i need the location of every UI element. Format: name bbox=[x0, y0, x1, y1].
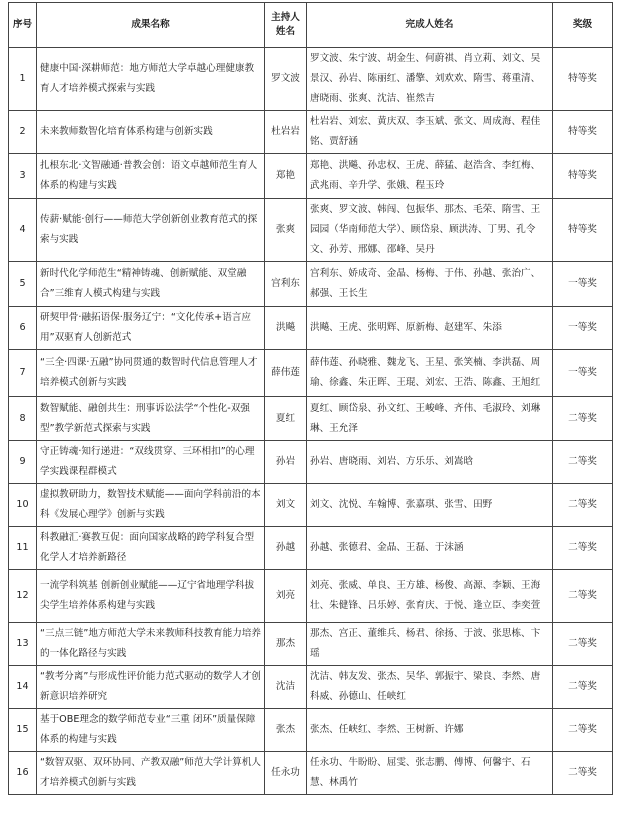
row-host bbox=[265, 666, 307, 709]
row-host-text: 刘文 bbox=[275, 499, 296, 510]
row-host bbox=[265, 709, 307, 752]
table-header-row bbox=[9, 3, 613, 48]
row-members bbox=[307, 307, 553, 350]
row-members bbox=[307, 154, 553, 199]
row-achievement-name-text: 新时代化学师范生“精神铸魂、创新赋能、双堂融合”三维育人模式构建与实践 bbox=[40, 268, 247, 299]
row-host bbox=[265, 199, 307, 262]
table-row bbox=[9, 397, 613, 441]
row-award-text: 二等奖 bbox=[568, 681, 597, 692]
row-index bbox=[9, 527, 37, 570]
row-index-text: 15 bbox=[16, 724, 29, 735]
row-members-text: 刘亮、张威、单良、王方雄、杨俊、高源、李颖、王海壮、朱健锋、吕乐婷、张育庆、于悦、逢立臣、李奕萱 bbox=[310, 580, 541, 611]
row-award bbox=[553, 441, 613, 484]
row-members bbox=[307, 709, 553, 752]
row-index-text: 16 bbox=[16, 767, 29, 778]
row-award bbox=[553, 48, 613, 111]
row-members bbox=[307, 570, 553, 623]
row-host-text: 刘亮 bbox=[275, 590, 296, 601]
row-achievement-name bbox=[37, 350, 265, 397]
row-award-text: 二等奖 bbox=[568, 590, 597, 601]
row-members-text: 宫利东、娇成奇、金晶、杨梅、于伟、孙越、张治广、郝强、王长生 bbox=[310, 268, 541, 299]
row-members-text: 张杰、任峡红、李然、王树新、许娜 bbox=[310, 724, 464, 735]
row-award-text: 二等奖 bbox=[568, 412, 597, 424]
table-row bbox=[9, 441, 613, 484]
row-members bbox=[307, 199, 553, 262]
row-award-text: 一等奖 bbox=[568, 278, 597, 289]
row-host bbox=[265, 111, 307, 154]
row-index-text: 14 bbox=[16, 681, 29, 692]
row-host bbox=[265, 752, 307, 795]
row-host-text: 那杰 bbox=[275, 638, 296, 649]
row-members-text: 孙越、张德君、金晶、王磊、于沫涵 bbox=[310, 542, 464, 553]
row-achievement-name-text: 研契甲骨·融拓语保·服务辽宁：“文化传承+语言应用”双驱育人创新范式 bbox=[40, 312, 251, 343]
row-members bbox=[307, 262, 553, 307]
row-award bbox=[553, 397, 613, 441]
row-host bbox=[265, 570, 307, 623]
row-achievement-name-text: 基于OBE理念的数学师范专业“三重 闭环”质量保障体系的构建与实践 bbox=[40, 714, 256, 745]
row-index-text: 6 bbox=[19, 322, 26, 333]
row-members-text: 孙岩、唐晓雨、刘岩、方乐乐、刘嵩晗 bbox=[310, 456, 474, 467]
row-achievement-name bbox=[37, 199, 265, 262]
table-row bbox=[9, 350, 613, 397]
row-index bbox=[9, 397, 37, 441]
table-body bbox=[9, 48, 613, 795]
table-row bbox=[9, 48, 613, 111]
row-achievement-name-text: 传薪·赋能·创行——师范大学创新创业教育范式的探索与实践 bbox=[40, 214, 258, 245]
row-index-text: 3 bbox=[19, 170, 26, 181]
row-members bbox=[307, 666, 553, 709]
row-award-text: 一等奖 bbox=[568, 367, 597, 378]
row-index-text: 1 bbox=[19, 73, 26, 84]
row-achievement-name-text: 未来教师数智化培育体系构建与创新实践 bbox=[40, 126, 213, 137]
row-members bbox=[307, 527, 553, 570]
row-index bbox=[9, 484, 37, 527]
row-members-text: 沈洁、韩友发、张杰、吴华、郭振宇、梁良、李然、唐科威、孙德山、任峡红 bbox=[310, 671, 541, 702]
row-index bbox=[9, 441, 37, 484]
row-achievement-name bbox=[37, 111, 265, 154]
row-members bbox=[307, 48, 553, 111]
row-host-text: 宫利东 bbox=[271, 278, 300, 289]
row-award-text: 特等奖 bbox=[568, 170, 597, 181]
row-host-text: 张杰 bbox=[275, 724, 296, 735]
row-achievement-name bbox=[37, 154, 265, 199]
row-award bbox=[553, 350, 613, 397]
table-row bbox=[9, 307, 613, 350]
row-index bbox=[9, 666, 37, 709]
row-members bbox=[307, 484, 553, 527]
row-achievement-name-text: 数智赋能、融创共生：刑事诉讼法学“个性化-双强型”教学新范式探索与实践 bbox=[40, 402, 250, 434]
row-members bbox=[307, 752, 553, 795]
row-host bbox=[265, 397, 307, 441]
row-index-text: 2 bbox=[19, 126, 26, 137]
row-index-text: 5 bbox=[19, 278, 26, 289]
row-achievement-name-text: 扎根东北·文智融通·普教会创：语文卓越师范生育人体系的构建与实践 bbox=[40, 160, 258, 191]
row-members-text: 夏红、顾岱泉、孙文红、王峻峰、齐伟、毛淑玲、刘琳琳、王允泽 bbox=[310, 402, 541, 434]
table-row bbox=[9, 570, 613, 623]
table-row bbox=[9, 527, 613, 570]
row-index-text: 7 bbox=[19, 367, 26, 378]
row-award-text: 特等奖 bbox=[568, 126, 597, 137]
row-host-text: 洪飚 bbox=[275, 322, 296, 333]
row-index bbox=[9, 350, 37, 397]
row-achievement-name-text: 一流学科筑基 创新创业赋能——辽宁省地理学科拔尖学生培养体系构建与实践 bbox=[40, 580, 255, 611]
row-award-text: 二等奖 bbox=[568, 638, 597, 649]
row-award bbox=[553, 307, 613, 350]
row-members bbox=[307, 397, 553, 441]
row-host-text: 孙越 bbox=[275, 542, 296, 553]
awards-table bbox=[8, 2, 613, 795]
row-members-text: 罗文波、朱宁波、胡金生、何蔚祺、肖立莉、刘文、吴景汉、孙岩、陈丽红、潘擎、刘欢欢、隋雪、蒋重清、唐晓雨、张爽、沈洁、崔然吉 bbox=[310, 53, 541, 104]
row-award bbox=[553, 199, 613, 262]
header-members: 完成人姓名 bbox=[307, 3, 553, 48]
row-host-text: 薛伟莲 bbox=[271, 367, 300, 378]
row-award-text: 特等奖 bbox=[568, 73, 597, 84]
row-members-text: 薛伟莲、孙晓雅、魏龙飞、王星、张笑楠、李洪磊、周瑜、徐鑫、朱正晖、王琨、刘宏、王浩、陈鑫、王旭红 bbox=[310, 357, 541, 388]
row-index bbox=[9, 752, 37, 795]
row-host-text: 夏红 bbox=[275, 412, 296, 424]
row-achievement-name bbox=[37, 397, 265, 441]
table-row bbox=[9, 484, 613, 527]
row-award bbox=[553, 484, 613, 527]
row-host-text: 罗文波 bbox=[271, 73, 300, 84]
row-members-text: 洪飚、王虎、张明辉、原新梅、赵建军、朱添 bbox=[310, 322, 502, 333]
row-award-text: 特等奖 bbox=[568, 224, 597, 235]
row-host-text: 孙岩 bbox=[275, 456, 296, 467]
row-members-text: 张爽、罗文波、韩闯、包振华、那杰、毛荣、隋雪、王园园（华南师范大学）、顾岱泉、顾洪涛、丁男、孔令文、孙芳、邢娜、邵峰、吴丹 bbox=[310, 204, 541, 255]
row-index bbox=[9, 111, 37, 154]
row-award-text: 二等奖 bbox=[568, 767, 597, 778]
row-index-text: 11 bbox=[16, 542, 29, 553]
header-award: 奖级 bbox=[553, 3, 613, 48]
row-index-text: 9 bbox=[19, 456, 26, 467]
row-members-text: 郑艳、洪飚、孙忠权、王虎、薛猛、赵浩含、李红梅、武兆雨、辛升学、张娥、程玉玲 bbox=[310, 160, 541, 191]
row-achievement-name-text: “教考分离”与形成性评价能力范式驱动的数学人才创新意识培养研究 bbox=[40, 671, 262, 702]
row-award bbox=[553, 570, 613, 623]
row-achievement-name-text: “数智双驱、双环协同、产教双融”师范大学计算机人才培养模式创新与实践 bbox=[40, 757, 262, 788]
row-host-text: 张爽 bbox=[275, 224, 296, 235]
row-achievement-name bbox=[37, 709, 265, 752]
header-host: 主持人姓名 bbox=[265, 3, 307, 48]
document-page bbox=[8, 2, 612, 795]
table-row bbox=[9, 709, 613, 752]
row-award-text: 二等奖 bbox=[568, 542, 597, 553]
row-achievement-name bbox=[37, 752, 265, 795]
row-members bbox=[307, 623, 553, 666]
row-index-text: 8 bbox=[19, 412, 26, 424]
row-index bbox=[9, 709, 37, 752]
row-members-text: 任永功、牛盼盼、屈雯、张志鹏、傅博、何馨宇、石慧、林禹竹 bbox=[310, 757, 531, 788]
table-row bbox=[9, 752, 613, 795]
row-achievement-name-text: 科教融汇·赛教互促：面向国家战略的跨学科复合型化学人才培养新路径 bbox=[40, 532, 255, 563]
row-achievement-name bbox=[37, 527, 265, 570]
row-achievement-name bbox=[37, 484, 265, 527]
table-row bbox=[9, 111, 613, 154]
row-host bbox=[265, 48, 307, 111]
row-host-text: 郑艳 bbox=[275, 170, 296, 181]
row-award-text: 二等奖 bbox=[568, 499, 597, 510]
row-achievement-name bbox=[37, 307, 265, 350]
row-achievement-name bbox=[37, 570, 265, 623]
row-host bbox=[265, 307, 307, 350]
row-index bbox=[9, 199, 37, 262]
row-award bbox=[553, 527, 613, 570]
table-row bbox=[9, 623, 613, 666]
row-index bbox=[9, 154, 37, 199]
row-award-text: 一等奖 bbox=[568, 322, 597, 333]
row-award bbox=[553, 623, 613, 666]
row-index-text: 13 bbox=[16, 638, 29, 649]
row-host bbox=[265, 623, 307, 666]
row-achievement-name-text: 健康中国·深耕师范：地方师范大学卓越心理健康教育人才培养模式探索与实践 bbox=[40, 63, 255, 94]
row-host bbox=[265, 527, 307, 570]
table-row bbox=[9, 666, 613, 709]
row-members-text: 那杰、宫正、董维兵、杨君、徐扬、于波、张思栋、卞瑶 bbox=[310, 628, 541, 659]
row-host bbox=[265, 350, 307, 397]
row-achievement-name-text: 虚拟教研助力，数智技术赋能——面向学科前沿的本科《发展心理学》创新与实践 bbox=[40, 489, 261, 520]
table-row bbox=[9, 262, 613, 307]
row-index-text: 4 bbox=[19, 224, 26, 235]
header-name: 成果名称 bbox=[37, 3, 265, 48]
row-achievement-name-text: 守正铸魂·知行递进：“双线贯穿、三环相扣”的心理学实践课程群模式 bbox=[40, 446, 255, 477]
row-index-text: 10 bbox=[16, 499, 29, 510]
row-index-text: 12 bbox=[16, 590, 29, 601]
row-award bbox=[553, 709, 613, 752]
row-index bbox=[9, 262, 37, 307]
row-award bbox=[553, 154, 613, 199]
table-row bbox=[9, 199, 613, 262]
row-index bbox=[9, 48, 37, 111]
row-award bbox=[553, 752, 613, 795]
row-achievement-name bbox=[37, 623, 265, 666]
header-index: 序号 bbox=[9, 3, 37, 48]
row-members-text: 杜岩岩、刘宏、黄庆双、李玉斌、张文、周成海、程佳铭、贾舒涵 bbox=[310, 116, 541, 147]
row-host-text: 沈洁 bbox=[275, 681, 296, 692]
row-award-text: 二等奖 bbox=[568, 724, 597, 735]
row-achievement-name-text: “三全·四课·五融”协同贯通的数智时代信息管理人才培养模式创新与实践 bbox=[40, 357, 258, 388]
row-achievement-name bbox=[37, 262, 265, 307]
row-host bbox=[265, 484, 307, 527]
row-members bbox=[307, 441, 553, 484]
row-host bbox=[265, 441, 307, 484]
row-host bbox=[265, 154, 307, 199]
row-host-text: 杜岩岩 bbox=[271, 126, 300, 137]
row-achievement-name bbox=[37, 666, 265, 709]
row-achievement-name-text: “三点三链”地方师范大学未来教师科技教育能力培养的一体化路径与实践 bbox=[40, 628, 262, 659]
row-index bbox=[9, 570, 37, 623]
table-row bbox=[9, 154, 613, 199]
row-award bbox=[553, 111, 613, 154]
row-achievement-name bbox=[37, 441, 265, 484]
row-index bbox=[9, 623, 37, 666]
row-award-text: 二等奖 bbox=[568, 456, 597, 467]
row-award bbox=[553, 666, 613, 709]
row-award bbox=[553, 262, 613, 307]
row-host bbox=[265, 262, 307, 307]
row-members bbox=[307, 350, 553, 397]
row-host-text: 任永功 bbox=[271, 767, 300, 778]
row-index bbox=[9, 307, 37, 350]
row-members bbox=[307, 111, 553, 154]
row-members-text: 刘文、沈悦、车翰博、张嘉琪、张雪、田野 bbox=[310, 499, 493, 510]
row-achievement-name bbox=[37, 48, 265, 111]
